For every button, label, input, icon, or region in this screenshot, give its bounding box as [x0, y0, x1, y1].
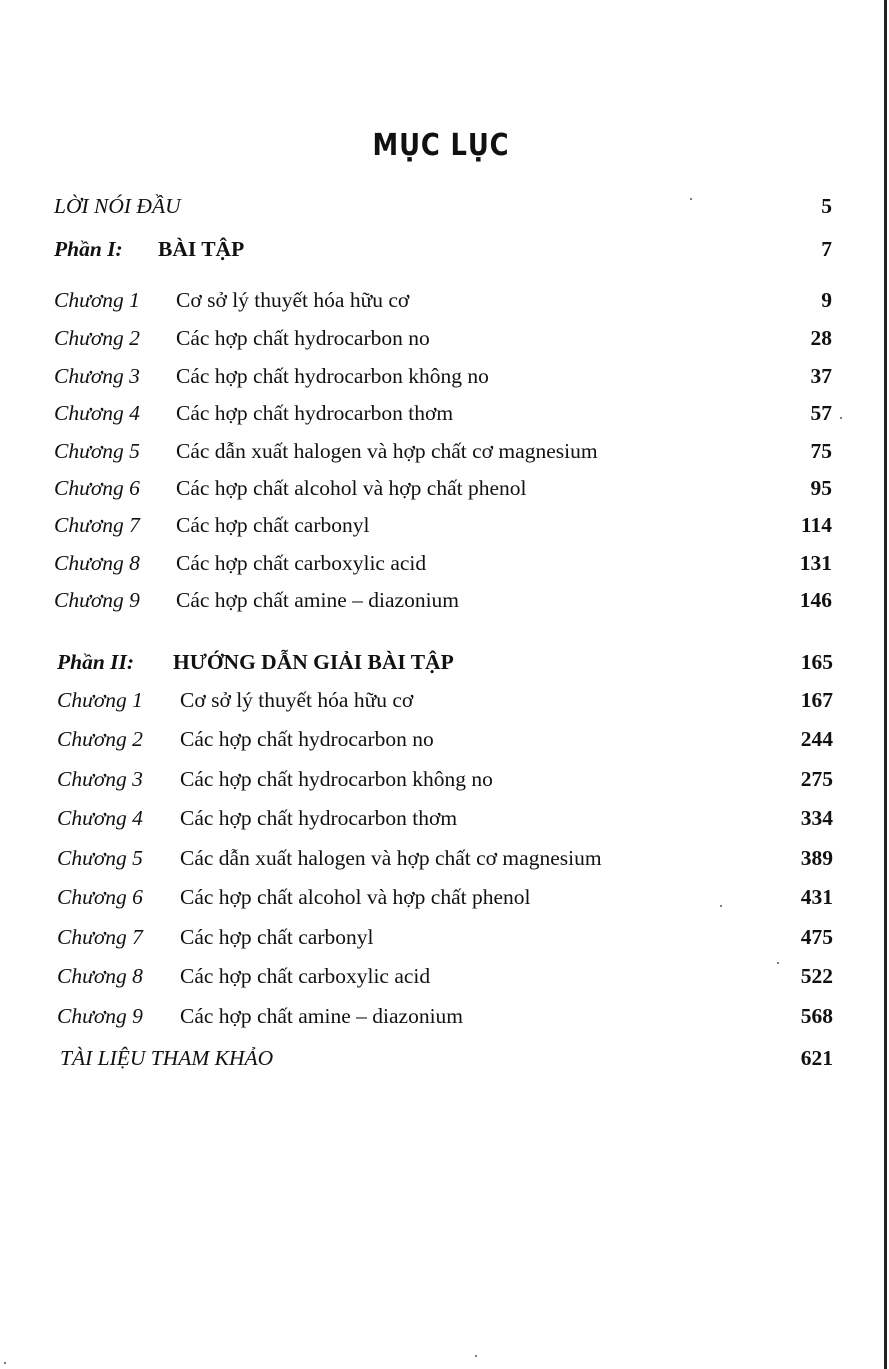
chapter-label: Chương 8 — [54, 551, 140, 575]
scan-speck — [840, 417, 842, 419]
chapter-label: Chương 5 — [57, 846, 143, 870]
chapter-label: Chương 9 — [54, 588, 140, 612]
chapter-page: 431 — [800, 885, 833, 909]
foreword-page: 5 — [821, 194, 832, 218]
toc-entry — [57, 964, 833, 994]
chapter-title: Các hợp chất alcohol và hợp chất phenol — [180, 885, 531, 909]
toc-entry-references — [60, 1046, 833, 1076]
chapter-label: Chương 7 — [57, 925, 143, 949]
toc-entry — [57, 688, 833, 718]
chapter-page: 568 — [800, 1004, 833, 1028]
toc-entry — [54, 588, 832, 618]
chapter-page: 37 — [810, 364, 832, 388]
toc-entry — [57, 925, 833, 955]
chapter-page: 114 — [800, 513, 832, 537]
toc-part-1 — [54, 237, 832, 267]
chapter-title: Các hợp chất amine – diazonium — [176, 588, 460, 612]
toc-entry — [57, 767, 833, 797]
chapter-label: Chương 6 — [54, 476, 140, 500]
part-2-label: Phần II: — [57, 650, 135, 674]
chapter-title: Các hợp chất hydrocarbon không no — [180, 767, 493, 791]
scan-speck — [690, 198, 692, 200]
toc-entry-foreword — [54, 194, 832, 224]
chapter-page: 75 — [810, 439, 832, 463]
chapter-title: Các hợp chất carbonyl — [180, 925, 374, 949]
chapter-title: Các hợp chất carboxylic acid — [180, 964, 431, 988]
page-edge-rule — [884, 0, 887, 1369]
toc-entry — [57, 885, 833, 915]
chapter-page: 146 — [799, 588, 832, 612]
part-1-page: 7 — [821, 237, 832, 261]
foreword-label: LỜI NÓI ĐẦU — [54, 194, 181, 218]
chapter-label: Chương 5 — [54, 439, 140, 463]
chapter-title: Các hợp chất carbonyl — [176, 513, 370, 537]
references-page: 621 — [800, 1046, 833, 1070]
chapter-label: Chương 8 — [57, 964, 143, 988]
scan-speck — [777, 962, 779, 964]
chapter-title: Các hợp chất hydrocarbon thơm — [180, 806, 458, 830]
chapter-page: 131 — [799, 551, 832, 575]
toc-entry — [57, 727, 833, 757]
chapter-label: Chương 9 — [57, 1004, 143, 1028]
chapter-page: 275 — [800, 767, 833, 791]
scan-speck — [720, 905, 722, 907]
chapter-title: Các hợp chất alcohol và hợp chất phenol — [176, 476, 527, 500]
toc-entry — [54, 364, 832, 394]
chapter-page: 9 — [821, 288, 832, 312]
chapter-title: Các dẫn xuất halogen và hợp chất cơ magnesium — [180, 846, 602, 870]
chapter-title: Các hợp chất hydrocarbon no — [180, 727, 434, 751]
toc-entry — [57, 846, 833, 876]
chapter-title: Các hợp chất amine – diazonium — [180, 1004, 464, 1028]
chapter-page: 475 — [800, 925, 833, 949]
toc-entry — [57, 806, 833, 836]
part-1-label: Phần I: — [54, 237, 123, 261]
chapter-label: Chương 4 — [54, 401, 140, 425]
chapter-label: Chương 3 — [57, 767, 143, 791]
chapter-page: 167 — [800, 688, 833, 712]
chapter-label: Chương 4 — [57, 806, 143, 830]
part-2-page: 165 — [800, 650, 833, 674]
chapter-page: 57 — [810, 401, 832, 425]
chapter-label: Chương 7 — [54, 513, 140, 537]
chapter-page: 522 — [800, 964, 833, 988]
toc-entry — [54, 401, 832, 431]
chapter-title: Các hợp chất hydrocarbon không no — [176, 364, 489, 388]
chapter-title: Các hợp chất carboxylic acid — [176, 551, 427, 575]
chapter-title: Các hợp chất hydrocarbon thơm — [176, 401, 454, 425]
toc-entry — [54, 439, 832, 469]
chapter-page: 28 — [810, 326, 832, 350]
chapter-title: Cơ sở lý thuyết hóa hữu cơ — [176, 288, 410, 312]
toc-entry — [54, 551, 832, 581]
page-title: MỤC LỤC — [372, 128, 510, 163]
chapter-title: Cơ sở lý thuyết hóa hữu cơ — [180, 688, 414, 712]
toc-part-2 — [57, 650, 833, 680]
chapter-label: Chương 6 — [57, 885, 143, 909]
toc-entry — [57, 1004, 833, 1034]
chapter-label: Chương 2 — [57, 727, 143, 751]
chapter-label: Chương 2 — [54, 326, 140, 350]
toc-entry — [54, 326, 832, 356]
chapter-title: Các hợp chất hydrocarbon no — [176, 326, 430, 350]
chapter-label: Chương 3 — [54, 364, 140, 388]
toc-entry — [54, 476, 832, 506]
scan-speck — [475, 1355, 477, 1357]
part-1-title: BÀI TẬP — [158, 237, 245, 261]
references-label: TÀI LIỆU THAM KHẢO — [60, 1046, 274, 1070]
toc-entry — [54, 513, 832, 543]
chapter-label: Chương 1 — [54, 288, 140, 312]
chapter-title: Các dẫn xuất halogen và hợp chất cơ magnesium — [176, 439, 598, 463]
chapter-page: 334 — [800, 806, 833, 830]
toc-entry — [54, 288, 832, 318]
part-2-title: HƯỚNG DẪN GIẢI BÀI TẬP — [173, 650, 454, 674]
chapter-page: 244 — [800, 727, 833, 751]
chapter-label: Chương 1 — [57, 688, 143, 712]
scan-speck — [4, 1362, 6, 1364]
chapter-page: 389 — [800, 846, 833, 870]
chapter-page: 95 — [810, 476, 832, 500]
